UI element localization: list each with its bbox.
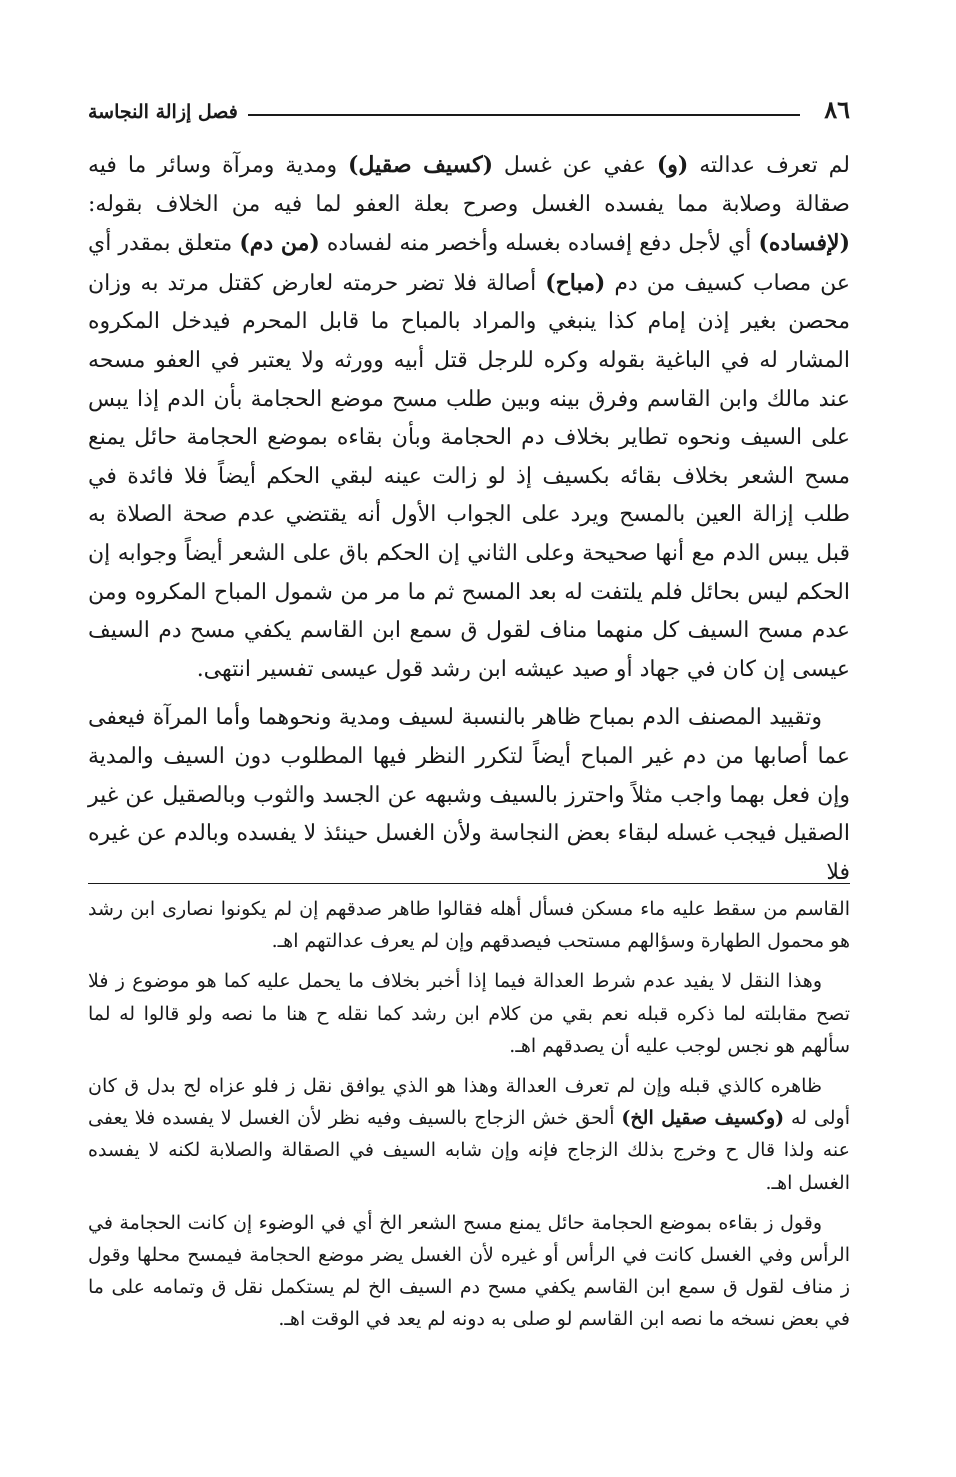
matn-term: (و): [656, 152, 689, 178]
text-run: ظاهره كالذي قبله وإن لم تعرف العدالة وهذا هو الذي يوافق نقل ز فلو عزاه لح بدل ق كان أولى له: [88, 1075, 850, 1130]
text-run: متعلق بمقدر أي عن مصاب كسيف من دم: [88, 231, 850, 296]
page-header: [88, 88, 850, 122]
matn-term: (كسيف صقيل): [348, 152, 494, 178]
footnote-2: وهذا النقل لا يفيد عدم شرط العدالة فيما إذا أخبر بخلاف ما يحمل عليه كما هو موضوع ز فلا تصح مقابلته لما ذكره قبله نعم بقي من كلام ابن رشد كما نقله ح هنا ما نصه ولو قالوا له لما سألهم هو نجس لوجب عليه أن يصدقهم اهـ.: [88, 970, 850, 1057]
footnotes: [88, 893, 850, 1336]
main-paragraph-1: [88, 146, 850, 689]
text-run: ألحق خش الزجاج بالسيف وفيه نظر لأن الغسل لا يفسده فلا يعفى عنه ولذا قال ح وخرج بذلك الزجاج فإنه وإن شابه السيف في الصقالة والصلابة لكنه لا يفسده الغسل اهـ.: [88, 1107, 850, 1194]
matn-term: (لإفساده): [758, 230, 850, 257]
header-rule: [248, 114, 800, 116]
text-run: عفي عن غسل: [493, 153, 657, 178]
main-text: [88, 146, 850, 892]
section-title: فصل إزالة النجاسة: [88, 101, 238, 123]
matn-term: (من دم): [239, 230, 320, 257]
footnote-3: [88, 1070, 850, 1199]
text-run: أصالة فلا تضر حرمته لعارض كقتل مرتد به وزان محصن بغير إذن إمام كذا ينبغي والمراد بالمباح ما قابل المحرم فيدخل المكروه المشار له في الباغية بقوله وكره للرجل قتل أبيه وورثه ولا يعتبر في العفو مسحه عند مالك وابن القاسم وفرق بينه وبين طلب مسح موضع الحجامة بأن الدم إذا يبس على السيف ونحوه تطاير بخلاف دم الحجامة وبأن بقاءه بموضع الحجامة حائل يمنع مسح الشعر بخلاف بقائه بكسيف إذ لو زالت عينه لبقي الحكم أيضاً فلا فائدة في طلب إزالة العين بالمسح ويرد على الجواب الأول أنه يقتضي عدم صحة الصلاة به قبل يبس الدم مع أنها صحيحة وعلى الثاني إن الحكم باق على الشعر أيضاً وجوابه إن الحكم ليس بحائل فلم يلتفت له بعد المسح ثم ما مر من شمول المباح المكروه ومن عدم مسح السيف كل منهما مناف لقول ق سمع ابن القاسم يكفي مسح دم السيف عيسى إن كان في جهاد أو صيد عيشه ابن رشد قول عيسى تفسير انتهى.: [88, 270, 850, 682]
matn-term: (وكسيف صقيل الخ): [621, 1107, 785, 1130]
text-run: لم تعرف عدالته: [688, 153, 850, 178]
main-paragraph-2: وتقييد المصنف الدم بمباح ظاهر بالنسبة لسيف ومدية ونحوهما وأما المرآة فيعفى عما أصابها من دم غير المباح أيضاً لتكرر النظر فيها المطلوب دون السيف والمدية وإن فعل بهما واجب مثلاً واحترز بالسيف وشبهه عن الجسد والثوب وبالصقيل عن غير الصقيل فيجب غسله لبقاء بعض النجاسة ولأن الغسل حينئذ لا يفسده وبالدم عن غيره فلا: [88, 705, 850, 885]
text-run: أي لأجل دفع إفساده بغسله وأخصر منه لفساده: [319, 231, 759, 257]
page-number: ٨٦: [824, 95, 850, 124]
footnote-1: القاسم من سقط عليه ماء مسكن فسأل أهله فقالوا طاهر صدقهم إن لم يكونوا نصارى ابن رشد هو محمول الطهارة وسؤالهم مستحب فيصدقهم وإن لم يعرف عدالتهم اهـ.: [88, 898, 850, 953]
matn-term: (مباح): [545, 269, 606, 296]
footnote-separator: [88, 883, 850, 884]
footnote-4: وقول ز بقاءه بموضع الحجامة حائل يمنع مسح الشعر الخ أي في الوضوء إن كانت الحجامة في الرأس وفي الغسل كانت في الرأس أو غيره لأن الغسل يضر موضع الحجامة فيمسح محلها وقول ز مناف لقول ق سمع ابن القاسم يكفي مسح دم السيف الخ لم يستكمل نقل ق وتمامه على ما في بعض نسخه ما نصه ابن القاسم لو صلى به دونه لم يعد في الوقت اهـ.: [88, 1211, 850, 1331]
text-run: ومدية ومرآة وسائر ما فيه صقالة وصلابة مما يفسده الغسل وصرح بعلة العفو لما فيه من الخلاف بقوله:: [88, 153, 850, 217]
